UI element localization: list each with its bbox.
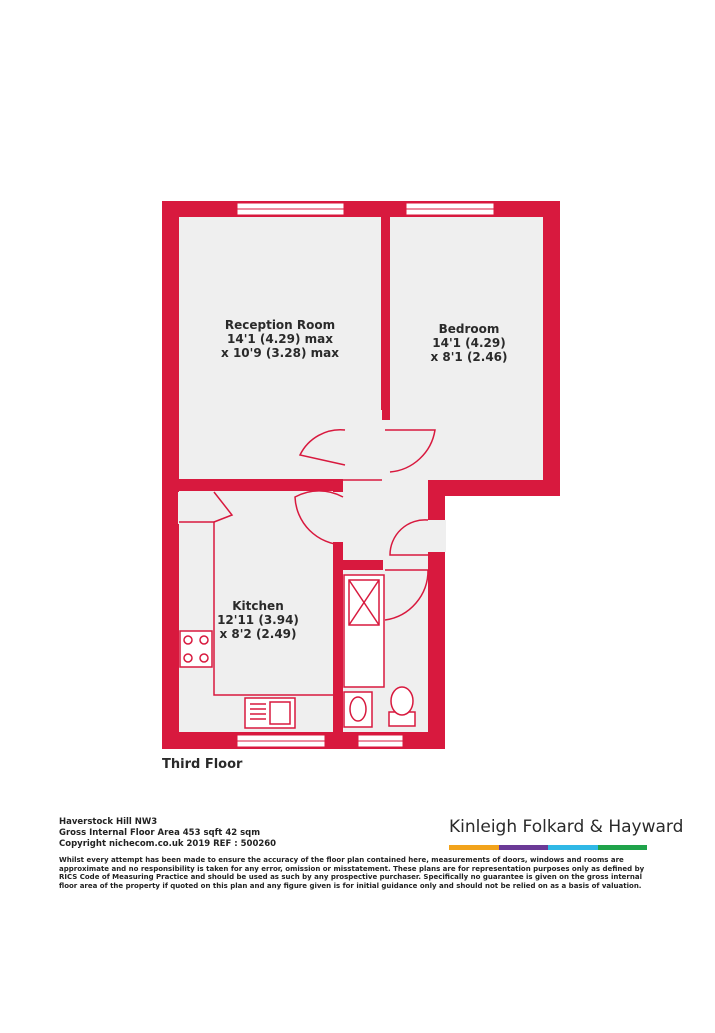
hob-ring-1 bbox=[184, 636, 192, 644]
bath-north-wall bbox=[343, 560, 383, 570]
kitchen-store-gap bbox=[178, 492, 214, 524]
hall-east-wall-bottom bbox=[428, 552, 445, 732]
brand-logo: Kinleigh Folkard & Hayward bbox=[449, 817, 684, 837]
reception-dim2: x 10'9 (3.28) max bbox=[221, 346, 339, 360]
bedroom-label bbox=[414, 322, 524, 364]
bedroom-name: Bedroom bbox=[438, 322, 500, 336]
brand-color-bar bbox=[449, 845, 647, 850]
bedroom-dim1: 14'1 (4.29) bbox=[432, 336, 506, 350]
reception-bedroom-wall bbox=[381, 217, 390, 410]
reception-dim1: 14'1 (4.29) max bbox=[227, 332, 333, 346]
brand-bar-green bbox=[598, 845, 648, 850]
kitchen-dim2: x 8'2 (2.49) bbox=[219, 627, 297, 641]
toilet-bowl bbox=[391, 687, 413, 715]
disclaimer: Whilst every attempt has been made to ensure the accuracy of the floor plan contained here, measurements of doors, windows and rooms are approximate and no responsibility is taken for any error, omission or misstatement. These plans are for representation purposes only as defined by RICS Code of Measuring Practice and should be used as such by any prospective purchaser. Specifically no guarantee is given on the gross internal floor area of the property if quoted on this plan and any figure given is for initial guidance only and should not be relied on as a basis of valuation. bbox=[59, 856, 645, 890]
floor-label: Third Floor bbox=[162, 757, 243, 772]
bedroom-door-gap bbox=[382, 430, 432, 470]
bedroom-dim2: x 8'1 (2.46) bbox=[430, 350, 508, 364]
hob-ring-3 bbox=[184, 654, 192, 662]
reception-label bbox=[210, 318, 350, 360]
kitchen-name: Kitchen bbox=[232, 599, 284, 613]
hob bbox=[180, 631, 212, 667]
brand-bar-orange bbox=[449, 845, 499, 850]
reception-south-wall bbox=[179, 479, 333, 491]
hob-ring-2 bbox=[200, 636, 208, 644]
brand-bar-purple bbox=[499, 845, 549, 850]
hob-ring-4 bbox=[200, 654, 208, 662]
floor-area: Gross Internal Floor Area 453 sqft 42 sqm bbox=[59, 828, 261, 838]
sink-bowl bbox=[270, 702, 290, 724]
hall-nook bbox=[352, 410, 382, 422]
reception-name: Reception Room bbox=[224, 318, 336, 332]
kitchen-dim1: 12'11 (3.94) bbox=[217, 613, 299, 627]
cupboard-door-gap bbox=[426, 520, 446, 552]
hall-east-wall-top bbox=[428, 486, 445, 522]
brand-bar-blue bbox=[548, 845, 598, 850]
kitchen-door-gap bbox=[295, 492, 345, 542]
kitchen-label bbox=[213, 599, 303, 641]
basin-bowl bbox=[350, 697, 366, 721]
copyright: Copyright nichecom.co.uk 2019 REF : 500260 bbox=[59, 839, 277, 849]
address: Haverstock Hill NW3 bbox=[59, 817, 158, 827]
